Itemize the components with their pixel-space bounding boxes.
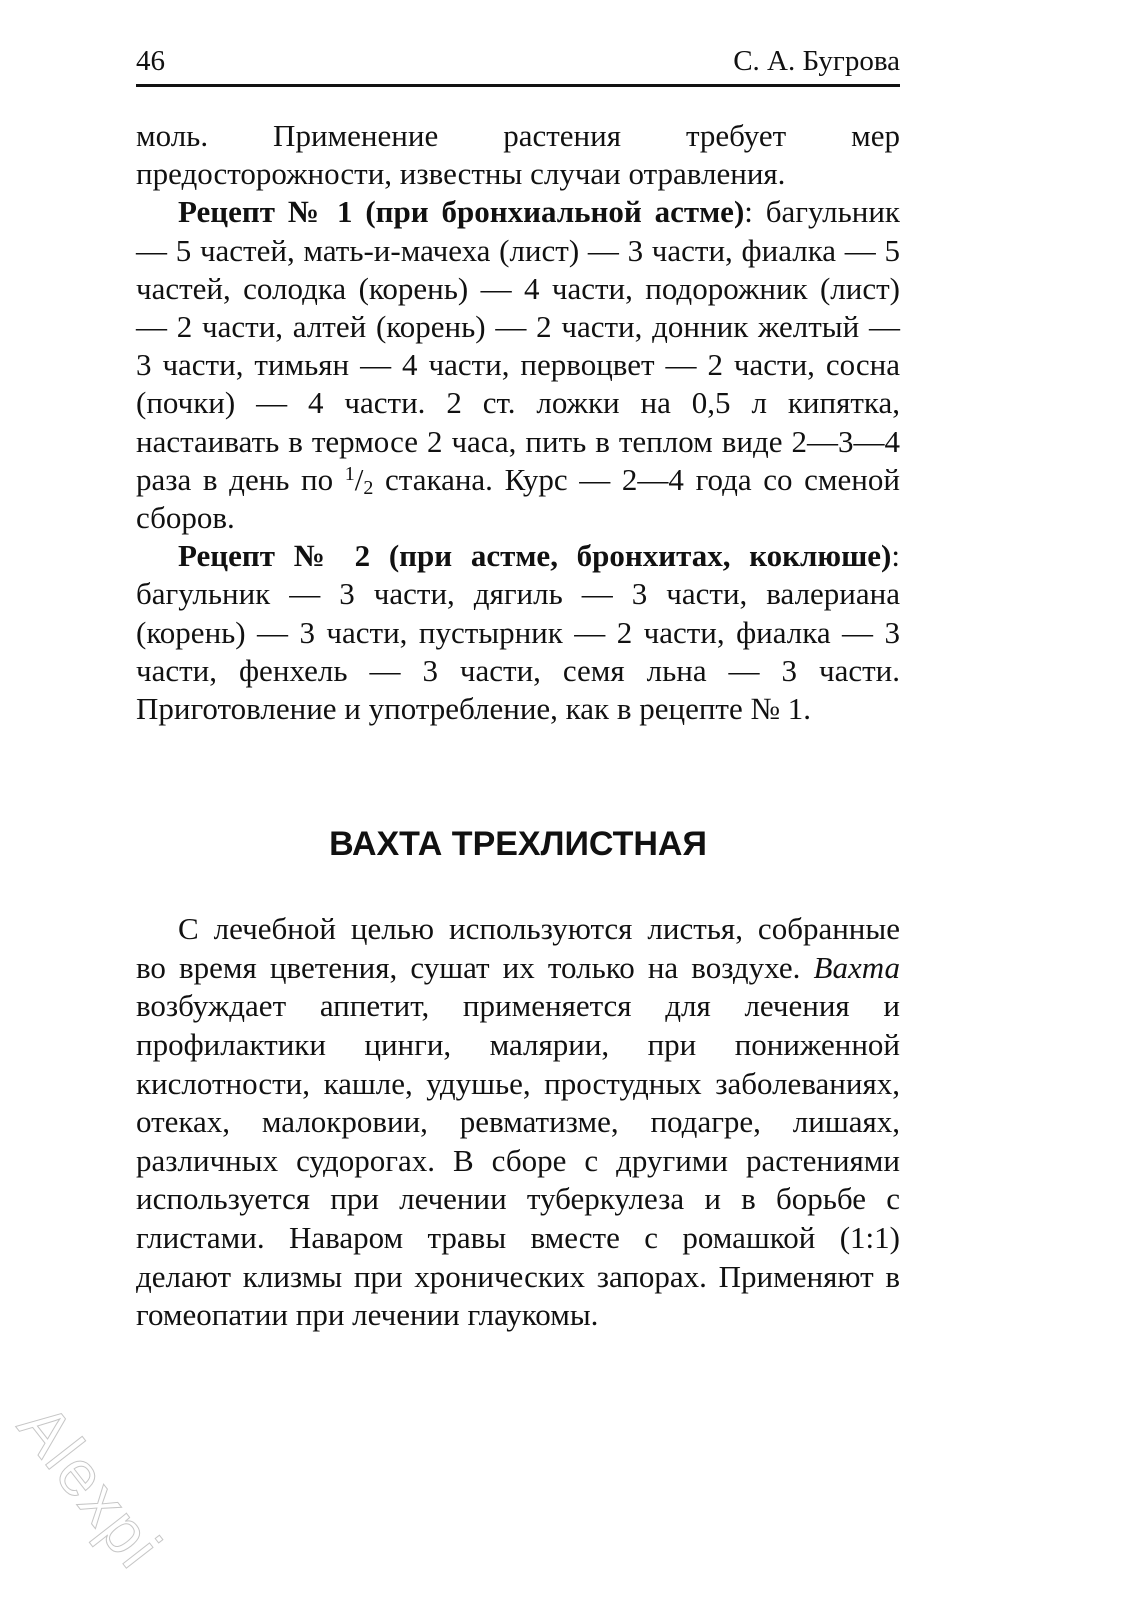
recipe-2-heading: Рецепт № 2 (при астме, бронхитах, коклюше) [178, 538, 892, 574]
section-body [136, 910, 900, 1335]
recipe-2-text: : багульник — 3 части, дягиль — 3 части, валериана (корень) — 3 части, пустырник — 2 части, фиалка — 3 части, фенхель — 3 части, семя льна — 3 части. Приготовление и употребление, как в рецепте № 1. [136, 538, 900, 727]
section-title: ВАХТА ТРЕХЛИСТНАЯ [329, 825, 707, 864]
continuation-paragraph: моль. Применение растения требует мер предосторожности, известны случаи отравления. [136, 118, 900, 192]
fraction-one-half [345, 462, 374, 497]
section-text-start: С лечебной целью используются листья, собранные во время цветения, сушат их только на воздухе. [136, 911, 900, 985]
recipe-1-text: : багульник — 5 частей, мать-и-мачеха (лист) — 3 части, фиалка — 5 частей, солодка (корень) — 4 части, подорожник (лист) — 2 части, алтей (корень) — 2 части, донник желтый — 3 части, тимьян — 4 части, первоцвет — 2 части, сосна (почки) — 4 части. 2 ст. ложки на 0,5 л кипятка, настаивать в термосе 2 часа, пить в теплом виде 2—3—4 раза в день по [136, 194, 900, 497]
fraction-slash: / [354, 461, 364, 497]
watermark: Alexpi [4, 1390, 176, 1582]
page-number: 46 [136, 45, 165, 77]
section-paragraph [136, 910, 900, 1335]
recipe-2-paragraph [136, 537, 900, 728]
fraction-denominator: 2 [363, 476, 374, 499]
recipe-1-text-end: стакана. Курс — 2—4 года со сменой сборов. [136, 461, 900, 536]
author-name: С. А. Бугрова [733, 45, 900, 77]
fraction-numerator: 1 [344, 462, 355, 485]
running-head [136, 38, 900, 87]
section-text-end: возбуждает аппетит, применяется для лечения и профилактики цинги, малярии, при пониженной кислотности, кашле, удушье, простудных заболеваниях, отеках, малокровии, ревматизме, подагре, лишаях, различных судорогах. В сборе с другими растениями используется при лечении туберкулеза и в борьбе с глистами. Наваром травы вместе с ромашкой (1:1) делают клизмы при хронических запорах. Применяют в гомеопатии при лечении глаукомы. [136, 988, 900, 1333]
section-italic-term: Вахта [813, 949, 900, 985]
recipe-1-heading: Рецепт № 1 (при бронхиальной астме) [178, 194, 745, 230]
recipe-1-paragraph [136, 193, 900, 537]
body-text [136, 117, 900, 728]
book-page [136, 38, 900, 1578]
